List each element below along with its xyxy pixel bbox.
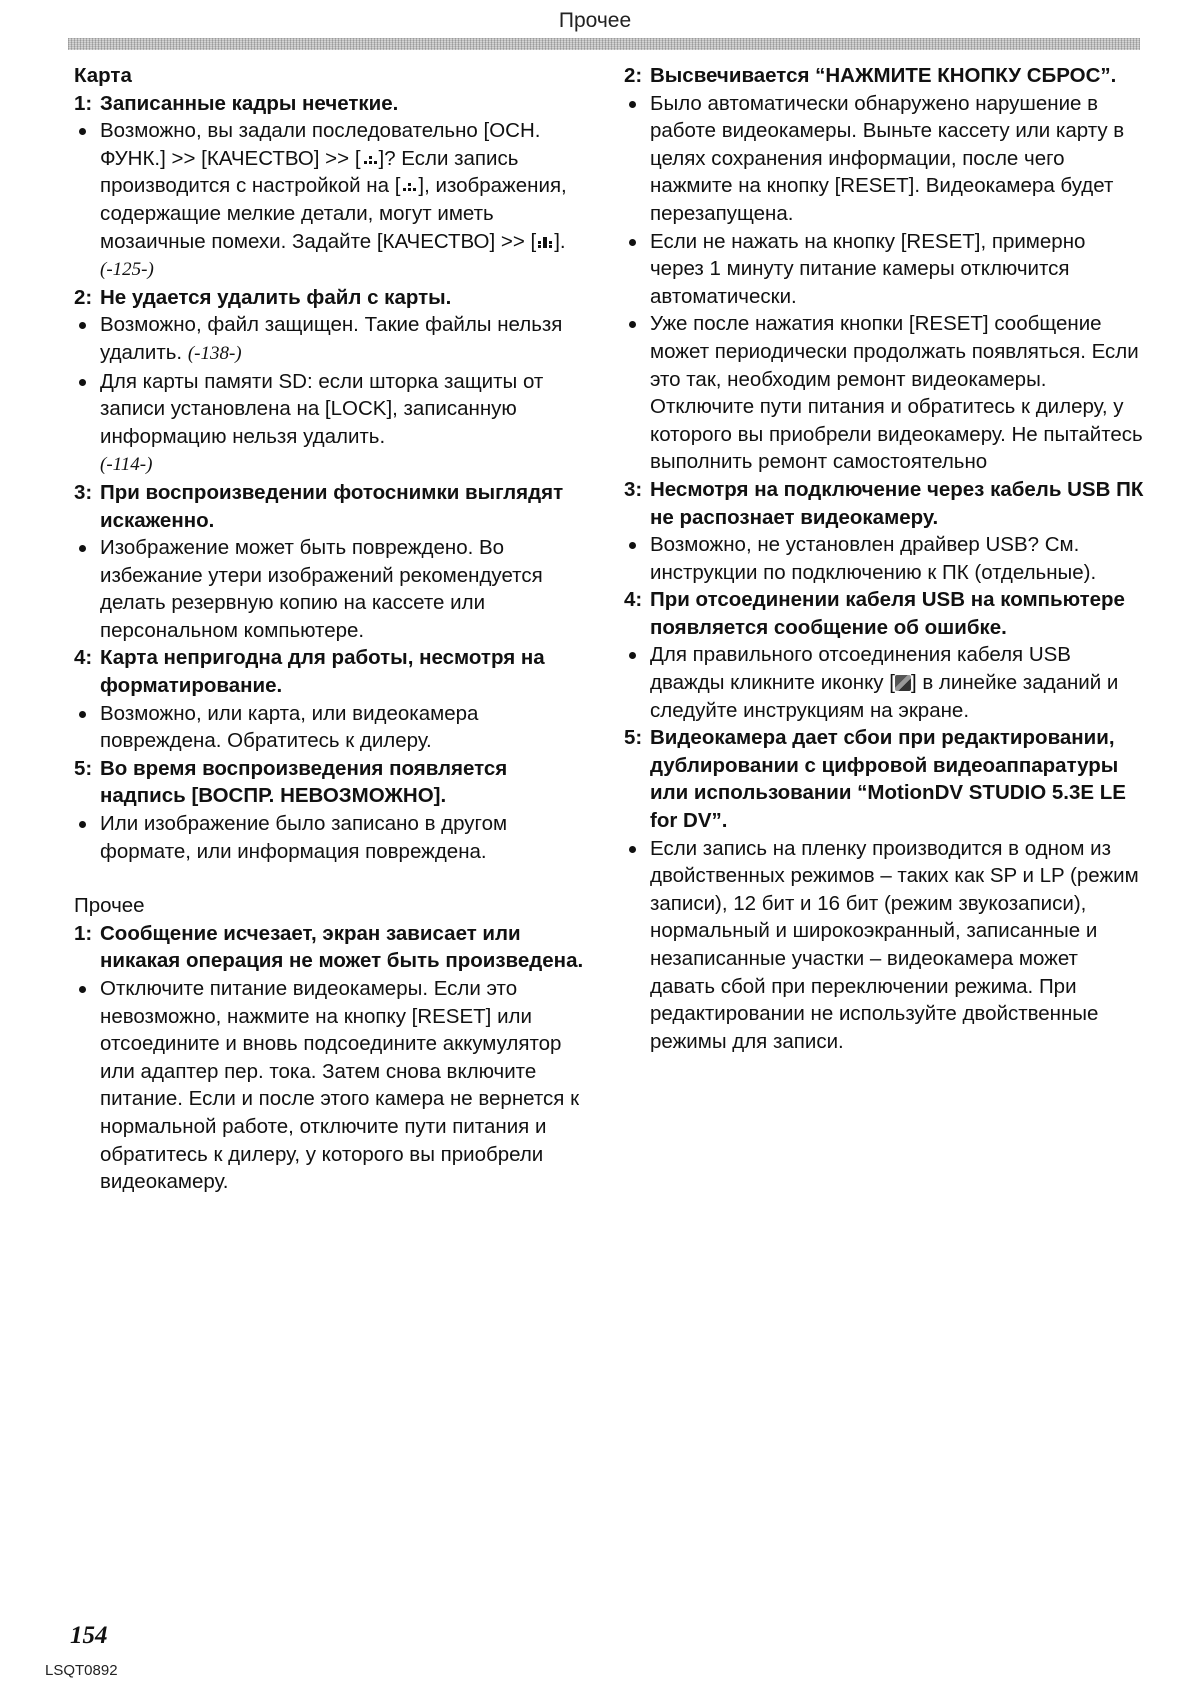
bullet-item: Если не нажать на кнопку [RESET], примерно через 1 минуту питание камеры отключится автоматически. (624, 228, 1144, 311)
bullet-item: Если запись на пленку производится в одном из двойственных режимов – таких как SP и LP (режим записи), 12 бит и 16 бит (режим звукозаписи), нормальный и широкоэкранный, записанные и незаписанные участки – видеокамера может давать сбой при переключении режима. При редактировании не используйте двойственные режимы для записи. (624, 835, 1144, 1056)
question-heading: 4: Карта непригодна для работы, несмотря на форматирование. (74, 646, 545, 698)
question-heading: 3: Несмотря на подключение через кабель USB ПК не распознает видеокамеру. (624, 477, 1144, 529)
left-column (74, 62, 594, 1196)
question-heading: 5: Видеокамера дает сбои при редактировании, дублировании с цифровой видеоаппаратуры или использовании “MotionDV STUDIO 5.3E LE for DV”. (624, 726, 1126, 833)
bullet-item: Возможно, или карта, или видеокамера повреждена. Обратитесь к дилеру. (74, 700, 594, 755)
page-reference: (-125-) (100, 259, 154, 281)
quality-normal-icon (400, 179, 418, 193)
question-heading: 1: Сообщение исчезает, экран зависает или никакая операция не может быть произведена. (74, 921, 584, 973)
document-code: LSQT0892 (45, 1662, 118, 1679)
question-heading: 3: При воспроизведении фотоснимки выглядят искаженно. (74, 480, 564, 532)
page-reference: (-138-) (187, 342, 242, 364)
bullet-item: Для карты памяти SD: если шторка защиты от записи установлена на [LOCK], записанную информацию нельзя удалить. (-114-) (74, 368, 594, 479)
bullet-item: Возможно, вы задали последовательно [ОСН. ФУНК.] >> [КАЧЕСТВО] >> [ ]? Если запись производится с настройкой на [ ], изображения, содержащие мелкие детали, могут иметь мозаичные помехи. Задайте [КАЧЕСТВО] >> [ ]. (-125-) (74, 117, 594, 284)
question-heading: 1: Записанные кадры нечеткие. (74, 91, 399, 115)
right-column (624, 62, 1144, 1055)
quality-fine-icon (536, 235, 554, 249)
bullet-item: Возможно, файл защищен. Такие файлы нельзя удалить. (-138-) (74, 311, 594, 367)
bullet-item: Отключите питание видеокамеры. Если это невозможно, нажмите на кнопку [RESET] или отсоедините и вновь подсоедините аккумулятор или адаптер пер. тока. Затем снова включите питание. Если и после этого камера не вернется к нормальной работе, отключите пути питания и обратитесь к дилеру, у которого вы приобрели видеокамеру. (74, 975, 594, 1196)
bullet-item: Изображение может быть повреждено. Во избежание утери изображений рекомендуется делать резервную копию на кассете или персональном компьютере. (74, 534, 594, 644)
page-number: 154 (70, 1622, 108, 1649)
question-heading: 2: Не удается удалить файл с карты. (74, 285, 452, 309)
bullet-item: Было автоматически обнаружено нарушение в работе видеокамеры. Выньте кассету или карту в целях сохранения информации, после чего нажмите на кнопку [RESET]. Видеокамера будет перезапущена. (624, 90, 1144, 228)
bullet-item: Для правильного отсоединения кабеля USB дважды кликните иконку [ ] в линейке заданий и следуйте инструкциям на экране. (624, 641, 1144, 724)
section-title-other: Прочее (74, 894, 145, 918)
page-header-title: Прочее (558, 9, 632, 32)
safely-remove-hardware-icon (895, 675, 911, 691)
quality-normal-icon (361, 152, 379, 166)
bullet-item: Уже после нажатия кнопки [RESET] сообщение может периодически продолжать появляться. Если это так, необходим ремонт видеокамеры. Отключите пути питания и обратитесь к дилеру, у которого вы приобрели видеокамеру. Не пытайтесь выполнить ремонт самостоятельно (624, 310, 1144, 476)
header-decorative-band (68, 38, 1140, 50)
question-heading: 4: При отсоединении кабеля USB на компьютере появляется сообщение об ошибке. (624, 588, 1125, 639)
page-reference: (-114-) (100, 454, 153, 476)
section-title-card: Карта (74, 64, 132, 87)
question-heading: 5: Во время воспроизведения появляется надпись [ВОСПР. НЕВОЗМОЖНО]. (74, 756, 508, 808)
bullet-item: Или изображение было записано в другом формате, или информация повреждена. (74, 810, 594, 865)
bullet-item: Возможно, не установлен драйвер USB? См. инструкции по подключению к ПК (отдельные). (624, 531, 1144, 586)
question-heading: 2: Высвечивается “НАЖМИТЕ КНОПКУ СБРОС”. (624, 64, 1117, 87)
